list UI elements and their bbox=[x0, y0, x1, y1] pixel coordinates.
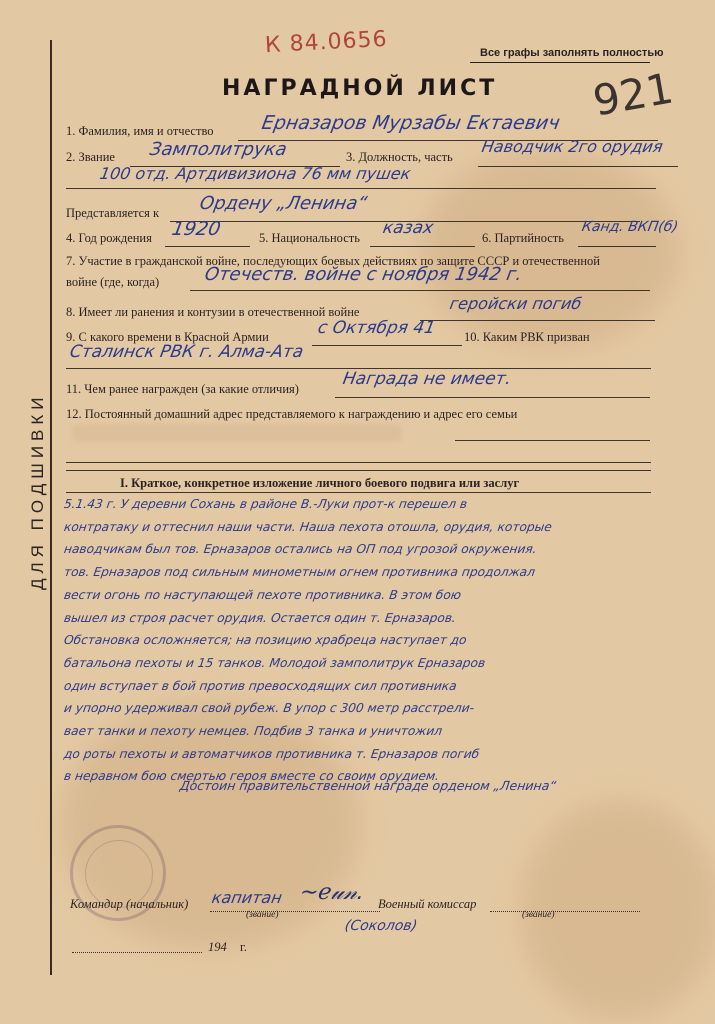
date-line bbox=[72, 952, 202, 953]
field-3-label: 3. Должность, часть bbox=[346, 150, 453, 164]
field-5-value: казах bbox=[381, 218, 435, 238]
field-2-value: Замполитрука bbox=[148, 139, 289, 160]
fill-instruction: Все графы заполнять полностью bbox=[480, 47, 664, 59]
redacted-address bbox=[72, 424, 402, 442]
field-3-line-2 bbox=[66, 188, 656, 189]
field-3-value-cont: 100 отд. Артдивизиона 76 мм пушек bbox=[98, 164, 413, 183]
field-3-value: Наводчик 2го орудия bbox=[480, 137, 665, 156]
recommendation-conclusion: Достоин правительственной награде орденом „Ленина“ bbox=[178, 778, 558, 793]
date-suffix: г. bbox=[240, 940, 247, 954]
field-6-value: Канд. ВКП(б) bbox=[580, 219, 680, 235]
field-7-value: Отечеств. войне с ноября 1942 г. bbox=[203, 264, 524, 285]
nominated-label: Представляется к bbox=[66, 206, 160, 220]
field-1-label: 1. Фамилия, имя и отчество bbox=[66, 124, 214, 138]
field-1-value: Ерназаров Мурзабы Ектаевич bbox=[260, 112, 562, 134]
feat-line: и упорно удерживал свой рубеж. В упор с 300 метр расстрели- bbox=[63, 701, 476, 716]
field-4-value: 1920 bbox=[170, 218, 223, 240]
feat-line: наводчикам был тов. Ерназаров остались на ОП под угрозой окружения. bbox=[63, 542, 538, 557]
document-title: НАГРАДНОЙ ЛИСТ bbox=[222, 76, 498, 101]
date-year: 194 bbox=[208, 940, 227, 954]
field-12-line bbox=[455, 440, 650, 441]
section-separator bbox=[66, 470, 651, 471]
binding-margin-line bbox=[50, 40, 52, 975]
section-title: I. Краткое, конкретное изложение личного боевого подвига или заслуг bbox=[120, 476, 520, 490]
archive-mark: К 84.0656 bbox=[264, 26, 389, 59]
feat-line: тов. Ерназаров под сильным минометным огнем противника продолжал bbox=[63, 565, 536, 580]
feat-description bbox=[64, 493, 709, 788]
field-8-line bbox=[420, 320, 655, 321]
field-6-line bbox=[578, 246, 656, 247]
field-11-label: 11. Чем ранее награжден (за какие отличия) bbox=[66, 382, 299, 396]
field-5-label: 5. Национальность bbox=[259, 231, 360, 245]
feat-line: контратаку и оттеснил наши части. Наша пехота отошла, орудия, которые bbox=[63, 519, 553, 534]
field-7-label-cont: войне (где, когда) bbox=[66, 275, 160, 289]
field-9-value: с Октября 41 bbox=[316, 318, 437, 338]
field-5-line bbox=[370, 246, 475, 247]
sheet-number: 921 bbox=[589, 63, 677, 126]
commander-line bbox=[210, 911, 380, 912]
field-11-value: Награда не имеет. bbox=[341, 369, 513, 389]
feat-line: вает танки и пехоту немцев. Подбив 3 танка и уничтожил bbox=[63, 724, 444, 739]
field-12-label: 12. Постоянный домашний адрес представляемого к награждению и адрес его семьи bbox=[66, 407, 518, 421]
field-7-line bbox=[190, 290, 650, 291]
feat-line: вести огонь по наступающей пехоте противника. В этом бою bbox=[63, 587, 463, 602]
commander-signature: ~ℯ𝓊𝓃. bbox=[297, 880, 367, 905]
field-8-value: геройски погиб bbox=[448, 294, 584, 313]
field-6-label: 6. Партийность bbox=[482, 231, 564, 245]
field-9-line bbox=[312, 345, 462, 346]
commander-rank-caption: (звание) bbox=[246, 910, 279, 920]
commander-rank-handwritten: капитан bbox=[210, 888, 284, 907]
fill-instruction-underline bbox=[470, 62, 650, 63]
field-11-line bbox=[335, 397, 650, 398]
field-8-label: 8. Имеет ли ранения и контузии в отечественной войне bbox=[66, 305, 360, 319]
field-10-value: Сталинск РВК г. Алма-Ата bbox=[68, 342, 305, 362]
commissar-rank-caption: (звание) bbox=[522, 910, 555, 920]
feat-line: вышел из строя расчет орудия. Остается один т. Ерназаров. bbox=[63, 610, 457, 625]
commander-label: Командир (начальник) bbox=[70, 897, 189, 911]
commissar-label: Военный комиссар bbox=[378, 897, 477, 911]
field-4-label: 4. Год рождения bbox=[66, 231, 152, 245]
field-7-label: 7. Участие в гражданской войне, последующих боевых действиях по защите СССР и отечественной bbox=[66, 254, 600, 268]
feat-line: Обстановка осложняется; на позицию храбреца наступает до bbox=[63, 633, 468, 648]
feat-line: батальона пехоты и 15 танков. Молодой замполитрук Ерназаров bbox=[63, 655, 487, 670]
field-10-label: 10. Каким РВК призван bbox=[464, 330, 590, 344]
feat-line: до роты пехоты и автоматчиков противника т. Ерназаров погиб bbox=[63, 746, 481, 761]
field-4-line bbox=[165, 246, 250, 247]
commander-name: (Соколов) bbox=[343, 918, 419, 934]
nominated-value: Ордену „Ленина“ bbox=[198, 193, 369, 214]
field-12-line-2 bbox=[66, 462, 651, 463]
feat-line: один вступает в бой против превосходящих сил противника bbox=[63, 678, 458, 693]
feat-line: в неравном бою смертью героя вместе со своим орудием. bbox=[63, 769, 441, 784]
field-2-label: 2. Звание bbox=[66, 150, 115, 164]
commissar-line bbox=[490, 911, 640, 912]
binding-label: ДЛЯ ПОДШИВКИ bbox=[28, 392, 47, 590]
feat-line: 5.1.43 г. У деревни Сохань в районе В.-Луки прот-к перешел в bbox=[63, 497, 469, 511]
field-3-line bbox=[478, 166, 678, 167]
field-9-label: 9. С какого времени в Красной Армии bbox=[66, 330, 269, 344]
